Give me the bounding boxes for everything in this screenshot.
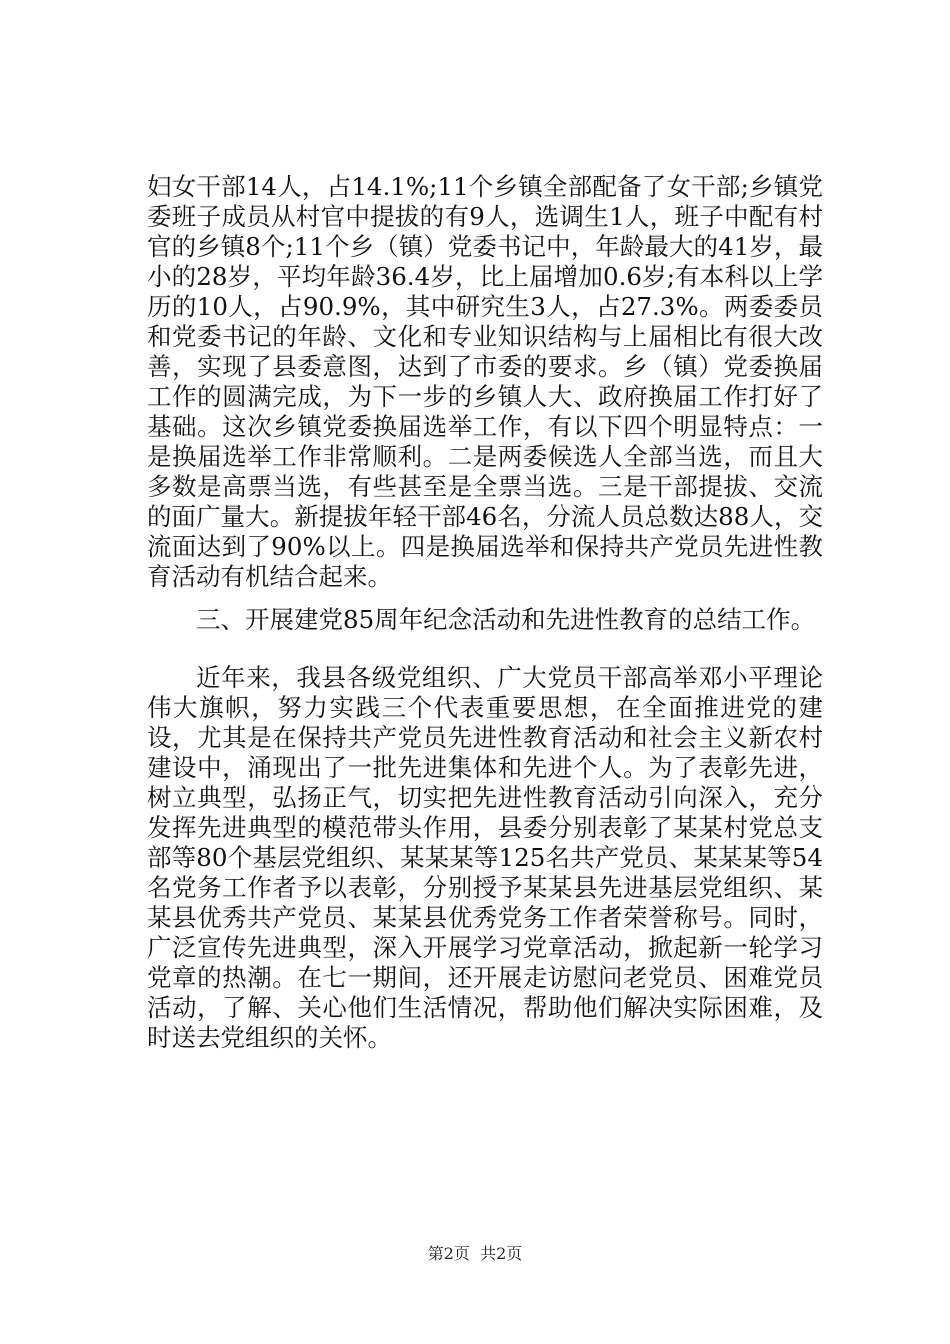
paragraph-continuation: 妇女干部14人，占14.1%;11个乡镇全部配备了女干部;乡镇党委班子成员从村官中提拔的有9人，选调生1人，班子中配有村官的乡镇8个;11个乡（镇）党委书记中，年龄最大的41岁，最小的28岁，平均年龄36.4岁，比上届增加0.6岁;有本科以上学历的10人，占90.9%，其中研究生3人，占27.3%。两委委员和党委书记的年龄、文化和专业知识结构与上届相比有很大改善，实现了县委意图，达到了市委的要求。乡（镇）党委换届工作的圆满完成，为下一步的乡镇人大、政府换届工作打好了基础。这次乡镇党委换届选举工作，有以下四个明显特点：一是换届选举工作非常顺利。二是两委候选人全部当选，而且大多数是高票当选，有些甚至是全票当选。三是干部提拔、交流的面广量大。新提拔年轻干部46名，分流人员总数达88人，交流面达到了90%以上。四是换届选举和保持共产党员先进性教育活动有机结合起来。 <box>147 172 823 591</box>
section-heading-three: 三、开展建党85周年纪念活动和先进性教育的总结工作。 <box>196 605 816 634</box>
page-number-label: 第2页 共2页 <box>427 1244 523 1263</box>
page-footer <box>0 1244 950 1264</box>
paragraph-recent-years: 近年来，我县各级党组织、广大党员干部高举邓小平理论伟大旗帜，努力实践三个代表重要思想，在全面推进党的建设，尤其是在保持共产党员先进性教育活动和社会主义新农村建设中，涌现出了一批先进集体和先进个人。为了表彰先进，树立典型，弘扬正气，切实把先进性教育活动引向深入，充分发挥先进典型的模范带头作用，县委分别表彰了某某村党总支部等80个基层党组织、某某某等125名共产党员、某某某等54名党务工作者予以表彰，分别授予某某县先进基层党组织、某某县优秀共产党员、某某县优秀党务工作者荣誉称号。同时，广泛宣传先进典型，深入开展学习党章活动，掀起新一轮学习党章的热潮。在七一期间，还开展走访慰问老党员、困难党员活动，了解、关心他们生活情况，帮助他们解决实际困难，及时送去党组织的关怀。 <box>147 663 823 1052</box>
